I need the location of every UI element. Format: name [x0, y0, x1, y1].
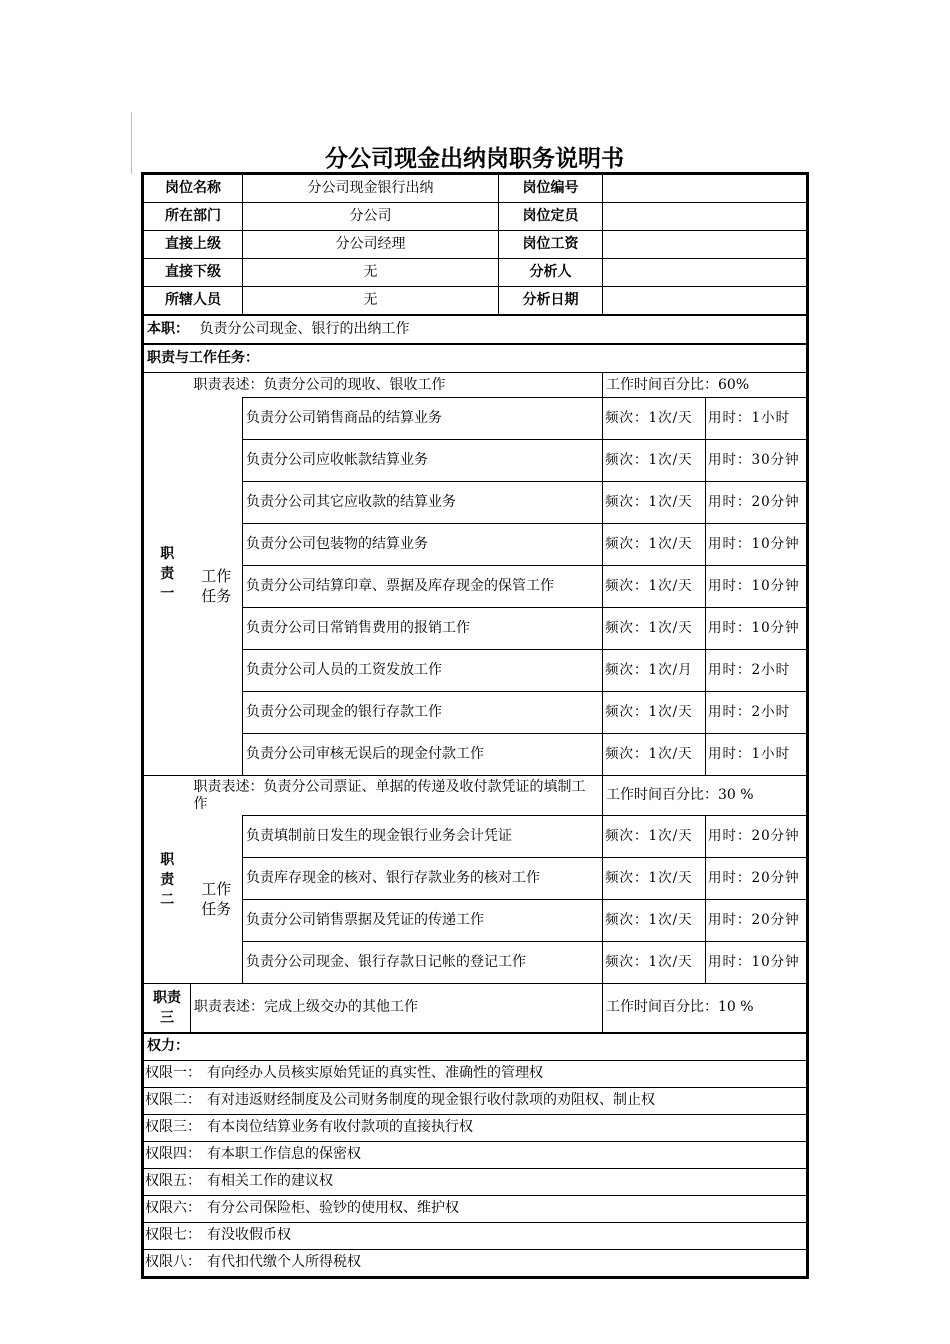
benzhi-text: 负责分公司现金、银行的出纳工作: [199, 321, 410, 337]
power-label: 权限六：: [145, 1200, 201, 1216]
task-text: 负责分公司其它应收款的结算业务: [243, 482, 603, 524]
info-label: 直接下级: [144, 259, 243, 287]
duty1-desc: 职责表述：负责分公司的现收、银收工作: [191, 373, 603, 398]
task-duration: 用时：1小时: [706, 398, 807, 440]
info-label: 岗位编号: [499, 175, 603, 203]
duty2-percent: 工作时间百分比：30 %: [603, 776, 807, 816]
power-row: [144, 1222, 807, 1249]
info-label: 直接上级: [144, 231, 243, 259]
task-duration: 用时：10分钟: [706, 524, 807, 566]
task-text: 负责分公司销售票据及凭证的传递工作: [243, 900, 603, 942]
duty2-desc-row: [144, 776, 807, 816]
info-row: [144, 259, 807, 287]
duties-header-row: [144, 344, 807, 373]
task-row: [144, 650, 807, 692]
task-text: 负责填制前日发生的现金银行业务会计凭证: [243, 816, 603, 858]
duty2-label: 职责二: [144, 776, 191, 984]
task-text: 负责分公司日常销售费用的报销工作: [243, 608, 603, 650]
task-frequency: 频次：1次/天: [603, 900, 706, 942]
task-text: 负责分公司现金、银行存款日记帐的登记工作: [243, 942, 603, 984]
task-frequency: 频次：1次/天: [603, 440, 706, 482]
task-row: [144, 734, 807, 776]
info-value: [603, 259, 807, 287]
benzhi-cell: [144, 315, 807, 344]
duty3-percent: 工作时间百分比：10 %: [603, 984, 807, 1033]
info-label: 分析人: [499, 259, 603, 287]
task-duration: 用时：10分钟: [706, 942, 807, 984]
power-text: 有本职工作信息的保密权: [207, 1146, 361, 1162]
task-text: 负责分公司现金的银行存款工作: [243, 692, 603, 734]
info-value: 分公司: [243, 203, 499, 231]
task-row: [144, 900, 807, 942]
info-label: 岗位名称: [144, 175, 243, 203]
benzhi-row: [144, 315, 807, 344]
power-row: [144, 1114, 807, 1141]
task-row: [144, 482, 807, 524]
power-cell: [144, 1195, 807, 1222]
info-value: [603, 203, 807, 231]
power-text: 有相关工作的建议权: [207, 1173, 333, 1189]
power-row: [144, 1195, 807, 1222]
power-cell: [144, 1141, 807, 1168]
power-label: 权限三：: [145, 1119, 201, 1135]
task-frequency: 频次：1次/天: [603, 608, 706, 650]
duty2-desc: 职责表述：负责分公司票证、单据的传递及收付款凭证的填制工作: [191, 776, 603, 816]
duty1-percent: 工作时间百分比：60%: [603, 373, 807, 398]
info-label: 所在部门: [144, 203, 243, 231]
task-frequency: 频次：1次/天: [603, 858, 706, 900]
task-duration: 用时：30分钟: [706, 440, 807, 482]
task-duration: 用时：2小时: [706, 692, 807, 734]
info-row: [144, 287, 807, 316]
info-value: 无: [243, 259, 499, 287]
info-label: 岗位定员: [499, 203, 603, 231]
power-header-row: [144, 1033, 807, 1061]
power-row: [144, 1060, 807, 1087]
task-frequency: 频次：1次/天: [603, 524, 706, 566]
power-row: [144, 1168, 807, 1195]
task-frequency: 频次：1次/天: [603, 566, 706, 608]
power-row: [144, 1249, 807, 1276]
task-text: 负责分公司销售商品的结算业务: [243, 398, 603, 440]
task-duration: 用时：2小时: [706, 650, 807, 692]
info-value: [603, 175, 807, 203]
power-text: 有分公司保险柜、验钞的使用权、维护权: [207, 1200, 459, 1216]
task-text: 负责分公司人员的工资发放工作: [243, 650, 603, 692]
task-frequency: 频次：1次/月: [603, 650, 706, 692]
task-row: [144, 566, 807, 608]
task-frequency: 频次：1次/天: [603, 942, 706, 984]
power-cell: [144, 1114, 807, 1141]
task-frequency: 频次：1次/天: [603, 734, 706, 776]
power-header: 权力：: [144, 1033, 807, 1061]
task-duration: 用时：10分钟: [706, 566, 807, 608]
task-frequency: 频次：1次/天: [603, 482, 706, 524]
task-text: 负责分公司包装物的结算业务: [243, 524, 603, 566]
task-row: [144, 692, 807, 734]
task-row: [144, 942, 807, 984]
task-duration: 用时：20分钟: [706, 816, 807, 858]
power-text: 有对违返财经制度及公司财务制度的现金银行收付款项的劝阻权、制止权: [207, 1092, 655, 1108]
task-text: 负责分公司结算印章、票据及库存现金的保管工作: [243, 566, 603, 608]
power-label: 权限七：: [145, 1227, 201, 1243]
task-duration: 用时：20分钟: [706, 900, 807, 942]
info-label: 所辖人员: [144, 287, 243, 316]
info-row: [144, 203, 807, 231]
power-cell: [144, 1222, 807, 1249]
task-duration: 用时：10分钟: [706, 608, 807, 650]
duty2-task-label: 工作任务: [191, 816, 243, 984]
info-value: [603, 287, 807, 316]
power-label: 权限一：: [145, 1065, 201, 1081]
power-text: 有代扣代缴个人所得税权: [207, 1254, 361, 1270]
task-row: [144, 858, 807, 900]
duty3-desc: 职责表述：完成上级交办的其他工作: [191, 984, 603, 1033]
task-frequency: 频次：1次/天: [603, 692, 706, 734]
info-row: [144, 231, 807, 259]
power-row: [144, 1087, 807, 1114]
task-row: [144, 440, 807, 482]
info-value: 分公司现金银行出纳: [243, 175, 499, 203]
info-label: 分析日期: [499, 287, 603, 316]
power-text: 有向经办人员核实原始凭证的真实性、准确性的管理权: [207, 1065, 543, 1081]
duty1-desc-row: [144, 373, 807, 398]
task-row: [144, 524, 807, 566]
margin-line: [131, 112, 132, 174]
task-text: 负责分公司审核无误后的现金付款工作: [243, 734, 603, 776]
info-row: [144, 175, 807, 203]
task-row: [144, 608, 807, 650]
duty3-label: 职责三: [144, 984, 191, 1033]
info-value: 分公司经理: [243, 231, 499, 259]
page-title: 分公司现金出纳岗职务说明书: [325, 146, 624, 172]
task-duration: 用时：20分钟: [706, 858, 807, 900]
task-frequency: 频次：1次/天: [603, 398, 706, 440]
duty1-task-label: 工作任务: [191, 398, 243, 776]
power-label: 权限二：: [145, 1092, 201, 1108]
power-label: 权限四：: [145, 1146, 201, 1162]
task-row: [144, 398, 807, 440]
power-label: 权限八：: [145, 1254, 201, 1270]
duty1-label: 职责一: [144, 373, 191, 776]
benzhi-label: 本职：: [147, 321, 189, 337]
power-cell: [144, 1249, 807, 1276]
info-value: 无: [243, 287, 499, 316]
power-cell: [144, 1087, 807, 1114]
power-text: 有没收假币权: [207, 1227, 291, 1243]
job-description-table: [143, 174, 807, 1277]
info-value: [603, 231, 807, 259]
duty3-row: [144, 984, 807, 1033]
duties-header: 职责与工作任务：: [144, 344, 807, 373]
power-row: [144, 1141, 807, 1168]
task-duration: 用时：1小时: [706, 734, 807, 776]
info-label: 岗位工资: [499, 231, 603, 259]
power-cell: [144, 1168, 807, 1195]
power-label: 权限五：: [145, 1173, 201, 1189]
task-duration: 用时：20分钟: [706, 482, 807, 524]
task-frequency: 频次：1次/天: [603, 816, 706, 858]
task-row: [144, 816, 807, 858]
power-text: 有本岗位结算业务有收付款项的直接执行权: [207, 1119, 473, 1135]
task-text: 负责分公司应收帐款结算业务: [243, 440, 603, 482]
task-text: 负责库存现金的核对、银行存款业务的核对工作: [243, 858, 603, 900]
power-cell: [144, 1060, 807, 1087]
